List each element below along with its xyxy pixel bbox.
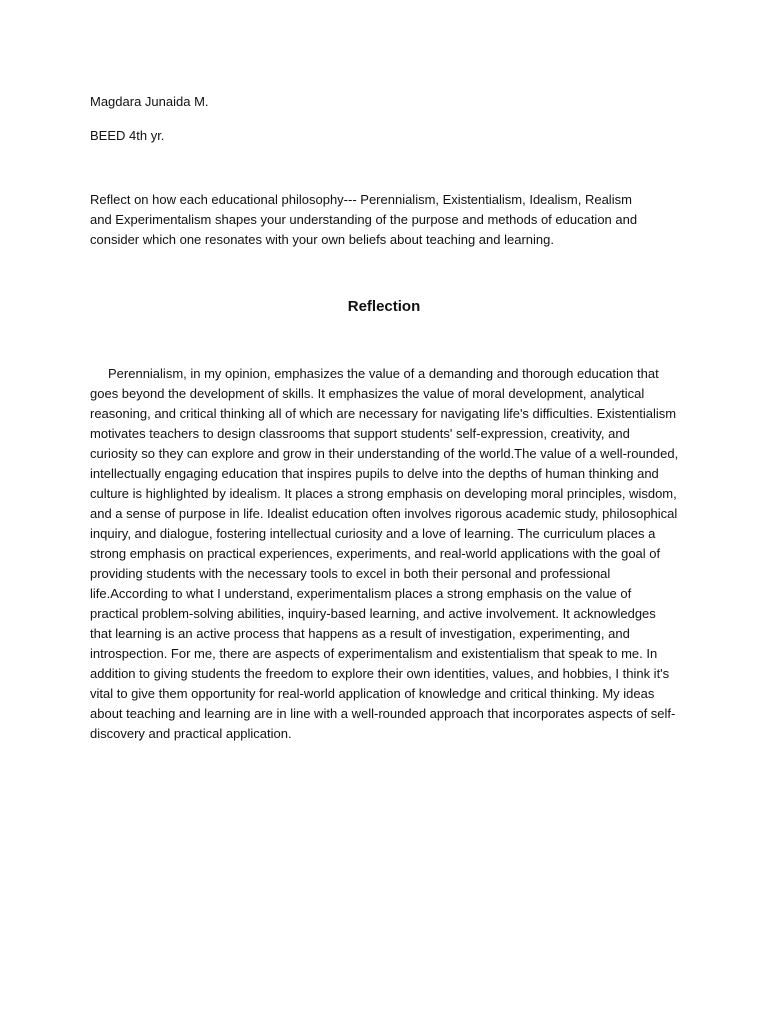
reflection-body: Perennialism, in my opinion, emphasizes the value of a demanding and thorough education that goes beyond the development of skills. It emphasizes the value of moral development, analytical reasoning, and critical thinking all of which are necessary for navigating life's difficulties. Existentialism motivates teachers to design classrooms that support students' self-expression, creativity, and curiosity so they can explore and grow in their understanding of the world.The value of a well-rounded, intellectually engaging education that inspires pupils to delve into the depths of human thinking and culture is highlighted by idealism. It places a strong emphasis on developing moral principles, wisdom, and a sense of purpose in life. Idealist education often involves rigorous academic study, philosophical inquiry, and dialogue, fostering intellectual curiosity and a love of learning. The curriculum places a strong emphasis on practical experiences, experiments, and real-world applications with the goal of providing students with the necessary tools to excel in both their personal and professional life.According to what I understand, experimentalism places a strong emphasis on the value of practical problem-solving abilities, inquiry-based learning, and active involvement. It acknowledges that learning is an active process that happens as a result of investigation, experimenting, and introspection. For me, there are aspects of experimentalism and existentialism that speak to me. In addition to giving students the freedom to explore their own identities, values, and hobbies, I think it's vital to give them opportunity for real-world application of knowledge and critical thinking. My ideas about teaching and learning are in line with a well-rounded approach that incorporates aspects of self-discovery and practical application. bbox=[90, 366, 679, 741]
author-class: BEED 4th yr. bbox=[90, 128, 165, 143]
document-title: Reflection bbox=[347, 298, 421, 315]
assignment-prompt: Reflect on how each educational philosophy--- Perennialism, Existentialism, Idealism, Realism and Experimentalism shapes your understanding of the purpose and methods of education and consider which one resonates with your own beliefs about teaching and learning. bbox=[90, 192, 638, 247]
author-name: Magdara Junaida M. bbox=[90, 94, 209, 109]
